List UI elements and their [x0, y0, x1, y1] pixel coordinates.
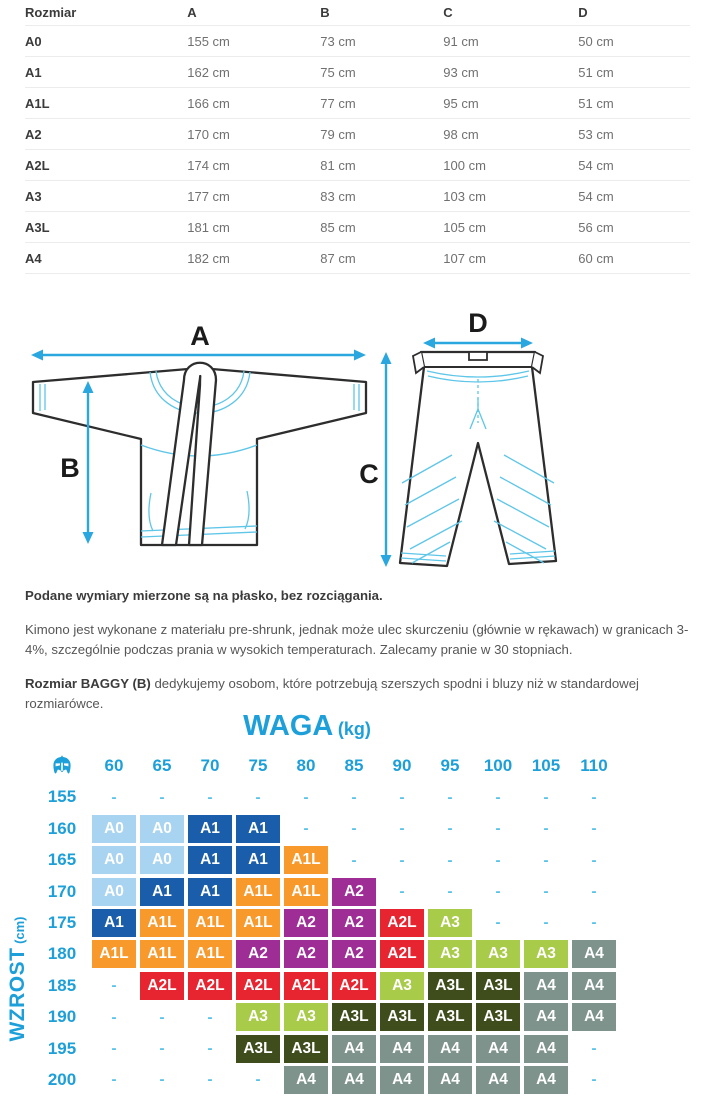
weight-header: 105 — [531, 756, 561, 775]
matrix-size-cell: A1 — [140, 878, 184, 906]
note-flat-measure: Podane wymiary mierzone są na płasko, bez rozciągania. — [25, 588, 383, 603]
matrix-size-cell: A1 — [188, 815, 232, 843]
label-d: D — [468, 308, 488, 338]
matrix-size-cell: A0 — [92, 878, 136, 906]
corner-cell — [36, 752, 88, 780]
matrix-dash-cell: - — [495, 914, 501, 932]
weight-header: 75 — [248, 756, 268, 775]
matrix-size-cell: A1 — [188, 878, 232, 906]
size-table-section — [25, 0, 690, 274]
pants-drawing — [400, 352, 556, 566]
matrix-size-cell: A4 — [284, 1066, 328, 1094]
matrix-dash-cell: - — [399, 851, 405, 869]
weight-header: 95 — [440, 756, 460, 775]
matrix-dash-cell: - — [111, 1040, 117, 1058]
matrix-size-cell: A1 — [236, 846, 280, 874]
matrix-dash-cell: - — [543, 914, 549, 932]
matrix-size-cell: A3 — [476, 940, 520, 968]
measurement-cell: 107 cm — [443, 243, 578, 274]
weight-header: 85 — [344, 756, 364, 775]
matrix-dash-cell: - — [543, 851, 549, 869]
matrix-dash-cell: - — [447, 883, 453, 901]
measurement-cell: 103 cm — [443, 181, 578, 212]
matrix-dash-cell: - — [207, 788, 213, 806]
matrix-size-cell: A3L — [332, 1003, 376, 1031]
table-row — [25, 212, 690, 243]
matrix-size-cell: A1L — [188, 909, 232, 937]
matrix-size-cell: A4 — [524, 1035, 568, 1063]
matrix-dash-cell: - — [255, 788, 261, 806]
matrix-size-cell: A1L — [236, 909, 280, 937]
size-name-cell: A2L — [25, 150, 187, 181]
note-baggy — [25, 674, 690, 715]
matrix-dash-cell: - — [591, 820, 597, 838]
matrix-size-cell: A4 — [524, 1066, 568, 1094]
table-row — [25, 243, 690, 274]
matrix-dash-cell: - — [159, 1040, 165, 1058]
jacket-drawing — [33, 363, 366, 545]
matrix-size-cell: A2L — [188, 972, 232, 1000]
measurement-cell: 83 cm — [320, 181, 443, 212]
note-baggy-rest: dedykujemy osobom, które potrzebują szerszych spodni i bluzy niż w standardowej rozmiarówce. — [25, 675, 639, 712]
matrix-size-cell: A0 — [140, 846, 184, 874]
matrix-size-cell: A2 — [332, 909, 376, 937]
matrix-size-cell: A3L — [476, 972, 520, 1000]
size-name-cell: A3L — [25, 212, 187, 243]
matrix-dash-cell: - — [495, 851, 501, 869]
measurement-cell: 91 cm — [443, 26, 578, 57]
matrix-size-cell: A4 — [572, 972, 616, 1000]
measurement-cell: 177 cm — [187, 181, 320, 212]
matrix-dash-cell: - — [111, 788, 117, 806]
matrix-dash-cell: - — [255, 1071, 261, 1089]
height-label: 200 — [47, 1069, 77, 1089]
weight-header: 110 — [580, 756, 608, 775]
col-header-rozmiar: Rozmiar — [25, 0, 187, 26]
col-header-a: A — [187, 0, 320, 26]
matrix-dash-cell: - — [399, 820, 405, 838]
matrix-size-cell: A4 — [524, 972, 568, 1000]
matrix-size-cell: A2 — [284, 909, 328, 937]
measurement-cell: 60 cm — [578, 243, 690, 274]
weight-header: 90 — [392, 756, 412, 775]
matrix-size-cell: A2 — [332, 940, 376, 968]
matrix-dash-cell: - — [591, 788, 597, 806]
matrix-size-cell: A3 — [524, 940, 568, 968]
table-row — [25, 150, 690, 181]
col-header-d: D — [578, 0, 690, 26]
label-c: C — [359, 459, 379, 489]
measurement-cell: 170 cm — [187, 119, 320, 150]
measurement-cell: 56 cm — [578, 212, 690, 243]
matrix-size-cell: A4 — [380, 1035, 424, 1063]
measurement-cell: 54 cm — [578, 181, 690, 212]
matrix-dash-cell: - — [351, 788, 357, 806]
matrix-dash-cell: - — [303, 788, 309, 806]
matrix-size-cell: A4 — [476, 1066, 520, 1094]
col-header-c: C — [443, 0, 578, 26]
height-label: 175 — [47, 912, 77, 932]
height-label: 180 — [47, 944, 77, 964]
height-label: 155 — [47, 787, 77, 807]
measurement-cell: 100 cm — [443, 150, 578, 181]
matrix-size-cell: A1L — [236, 878, 280, 906]
chart-title — [0, 710, 614, 747]
matrix-size-cell: A1L — [284, 878, 328, 906]
matrix-size-cell: A1 — [188, 846, 232, 874]
size-name-cell: A0 — [25, 26, 187, 57]
matrix-dash-cell: - — [447, 820, 453, 838]
height-label: 190 — [47, 1007, 77, 1027]
size-name-cell: A3 — [25, 181, 187, 212]
table-row — [25, 88, 690, 119]
table-row — [25, 119, 690, 150]
matrix-size-cell: A1 — [236, 815, 280, 843]
matrix-dash-cell: - — [543, 883, 549, 901]
label-b: B — [60, 453, 80, 483]
table-header-row — [25, 0, 690, 26]
matrix-size-cell: A1L — [140, 940, 184, 968]
matrix-size-cell: A2L — [236, 972, 280, 1000]
size-table — [25, 0, 690, 274]
size-name-cell: A4 — [25, 243, 187, 274]
matrix-size-cell: A1 — [92, 909, 136, 937]
matrix-size-cell: A2L — [140, 972, 184, 1000]
matrix-size-cell: A1L — [92, 940, 136, 968]
matrix-size-cell: A0 — [140, 815, 184, 843]
size-name-cell: A2 — [25, 119, 187, 150]
measurement-cell: 181 cm — [187, 212, 320, 243]
matrix-dash-cell: - — [159, 1071, 165, 1089]
measurement-cell: 93 cm — [443, 57, 578, 88]
note-baggy-lead: Rozmiar BAGGY (B) — [25, 675, 151, 691]
matrix-dash-cell: - — [495, 788, 501, 806]
weight-header: 70 — [200, 756, 220, 775]
helmet-icon — [50, 754, 74, 778]
notes-section — [25, 586, 690, 728]
weight-header: 80 — [296, 756, 316, 775]
height-label: 185 — [47, 975, 77, 995]
measurement-cell: 87 cm — [320, 243, 443, 274]
measurement-cell: 75 cm — [320, 57, 443, 88]
matrix-size-cell: A4 — [572, 940, 616, 968]
measurement-cell: 155 cm — [187, 26, 320, 57]
matrix-size-cell: A3L — [428, 1003, 472, 1031]
matrix-dash-cell: - — [495, 883, 501, 901]
matrix-dash-cell: - — [447, 788, 453, 806]
measurement-cell: 98 cm — [443, 119, 578, 150]
matrix-dash-cell: - — [207, 1008, 213, 1026]
measurement-cell: 51 cm — [578, 57, 690, 88]
matrix-dash-cell: - — [159, 788, 165, 806]
size-matrix-chart — [0, 710, 715, 1094]
measurement-cell: 51 cm — [578, 88, 690, 119]
y-axis-label: WZROST (cm) — [6, 916, 29, 1042]
matrix-dash-cell: - — [591, 914, 597, 932]
table-row — [25, 181, 690, 212]
matrix-size-cell: A1L — [284, 846, 328, 874]
matrix-dash-cell: - — [111, 1008, 117, 1026]
matrix-dash-cell: - — [351, 851, 357, 869]
label-a: A — [190, 321, 210, 351]
weight-header: 60 — [104, 756, 124, 775]
matrix-size-cell: A0 — [92, 815, 136, 843]
matrix-size-cell: A3 — [428, 940, 472, 968]
measurement-cell: 166 cm — [187, 88, 320, 119]
measurement-cell: 81 cm — [320, 150, 443, 181]
matrix-size-cell: A4 — [476, 1035, 520, 1063]
matrix-size-cell: A4 — [428, 1066, 472, 1094]
measurement-cell: 53 cm — [578, 119, 690, 150]
height-label: 165 — [47, 850, 77, 870]
matrix-dash-cell: - — [399, 883, 405, 901]
measurement-cell: 77 cm — [320, 88, 443, 119]
matrix-size-cell: A1L — [188, 940, 232, 968]
table-row — [25, 26, 690, 57]
weight-header: 65 — [152, 756, 172, 775]
matrix-dash-cell: - — [159, 1008, 165, 1026]
matrix-dash-cell: - — [543, 788, 549, 806]
matrix-size-cell: A3L — [236, 1035, 280, 1063]
matrix-dash-cell: - — [111, 1071, 117, 1089]
table-row — [25, 57, 690, 88]
matrix-dash-cell: - — [351, 820, 357, 838]
col-header-b: B — [320, 0, 443, 26]
matrix-dash-cell: - — [207, 1071, 213, 1089]
height-label: 170 — [47, 881, 77, 901]
size-name-cell: A1L — [25, 88, 187, 119]
matrix-size-cell: A3 — [236, 1003, 280, 1031]
matrix-dash-cell: - — [591, 883, 597, 901]
matrix-dash-cell: - — [207, 1040, 213, 1058]
size-name-cell: A1 — [25, 57, 187, 88]
matrix-size-cell: A3 — [380, 972, 424, 1000]
measurement-cell: 73 cm — [320, 26, 443, 57]
matrix-size-cell: A4 — [524, 1003, 568, 1031]
measurement-cell: 54 cm — [578, 150, 690, 181]
matrix-dash-cell: - — [591, 1071, 597, 1089]
matrix-size-cell: A3L — [380, 1003, 424, 1031]
measurement-diagram — [0, 305, 715, 585]
measurement-cell: 174 cm — [187, 150, 320, 181]
matrix-dash-cell: - — [399, 788, 405, 806]
matrix-size-cell: A4 — [380, 1066, 424, 1094]
chart-title-unit: (kg) — [337, 719, 371, 739]
matrix-size-cell: A3 — [284, 1003, 328, 1031]
matrix-dash-cell: - — [591, 851, 597, 869]
matrix-size-cell: A2L — [284, 972, 328, 1000]
dimension-arrow-d — [423, 338, 533, 349]
matrix-size-cell: A3L — [476, 1003, 520, 1031]
matrix-size-cell: A3 — [428, 909, 472, 937]
matrix-size-cell: A0 — [92, 846, 136, 874]
measurement-cell: 85 cm — [320, 212, 443, 243]
dimension-arrow-a — [31, 350, 366, 361]
matrix-size-cell: A2L — [332, 972, 376, 1000]
matrix-size-cell: A2 — [332, 878, 376, 906]
matrix-size-cell: A2L — [380, 909, 424, 937]
matrix-size-cell: A4 — [332, 1066, 376, 1094]
matrix-dash-cell: - — [447, 851, 453, 869]
matrix-size-cell: A2 — [284, 940, 328, 968]
size-table-body — [25, 26, 690, 274]
matrix-size-cell: A4 — [428, 1035, 472, 1063]
matrix-area — [6, 752, 715, 1094]
measurement-cell: 105 cm — [443, 212, 578, 243]
matrix-size-cell: A3L — [428, 972, 472, 1000]
matrix-dash-cell: - — [303, 820, 309, 838]
height-label: 195 — [47, 1038, 77, 1058]
note-preshrunk: Kimono jest wykonane z materiału pre-shrunk, jednak może ulec skurczeniu (głównie w rękawach) w granicach 3-4%, szczególnie podczas prania w wysokich temperaturach. Zalecamy pranie w 30 stopniach. — [25, 621, 689, 658]
measurement-cell: 50 cm — [578, 26, 690, 57]
matrix-size-cell: A3L — [284, 1035, 328, 1063]
measurement-cell: 95 cm — [443, 88, 578, 119]
matrix-size-cell: A1L — [140, 909, 184, 937]
matrix-size-cell: A4 — [572, 1003, 616, 1031]
size-matrix — [36, 752, 715, 1094]
gi-diagram-svg — [0, 305, 715, 585]
matrix-size-cell: A2L — [380, 940, 424, 968]
matrix-dash-cell: - — [591, 1040, 597, 1058]
chart-title-main: WAGA — [243, 710, 334, 742]
measurement-cell: 79 cm — [320, 119, 443, 150]
dimension-arrow-c — [381, 352, 392, 567]
height-label: 160 — [47, 818, 77, 838]
measurement-cell: 162 cm — [187, 57, 320, 88]
matrix-dash-cell: - — [111, 977, 117, 995]
measurement-cell: 182 cm — [187, 243, 320, 274]
weight-header: 100 — [483, 756, 513, 775]
matrix-size-cell: A4 — [332, 1035, 376, 1063]
matrix-dash-cell: - — [543, 820, 549, 838]
matrix-size-cell: A2 — [236, 940, 280, 968]
matrix-dash-cell: - — [495, 820, 501, 838]
